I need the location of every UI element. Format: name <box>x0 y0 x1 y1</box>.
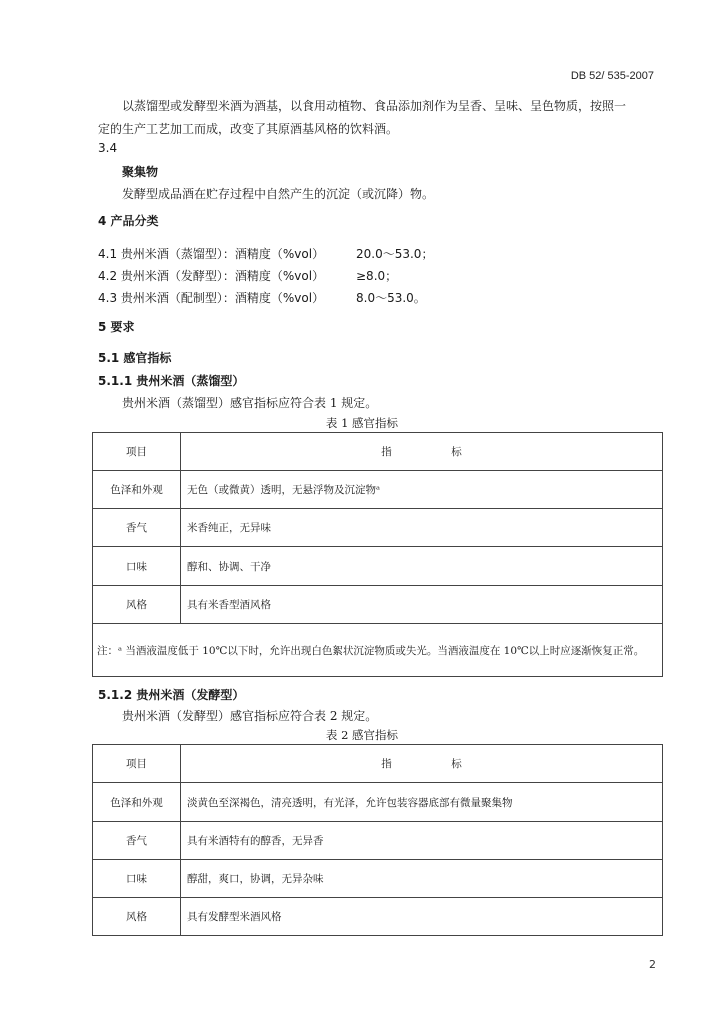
table-row <box>93 860 663 898</box>
table-1-header-row <box>93 433 663 471</box>
table-2 <box>92 744 663 936</box>
table-2-header-index-a: 指 <box>381 758 392 770</box>
table-2-row-1-item: 色泽和外观 <box>93 783 181 822</box>
table-1-row-1-item: 色泽和外观 <box>93 471 181 509</box>
table-1-header-index-b: 标 <box>451 446 462 458</box>
table-1-row-2-value: 米香纯正，无异味 <box>181 509 663 547</box>
table-1-row-2-item: 香气 <box>93 509 181 547</box>
intro-line-2: 定的生产工艺加工而成，改变了其原酒基风格的饮料酒。 <box>98 122 399 136</box>
table-1-row-4-value: 具有米香型酒风格 <box>181 586 663 624</box>
table-1-caption: 表 1 感官指标 <box>325 416 399 430</box>
classification-4-3-label: 4.3 贵州米酒（配制型）：酒精度（%vol） <box>98 291 325 305</box>
classification-4-1-label: 4.1 贵州米酒（蒸馏型）：酒精度（%vol） <box>98 247 325 261</box>
table-1-note-row <box>93 624 663 677</box>
table-1-row-4-item: 风格 <box>93 586 181 624</box>
clause-3-4-term: 聚集物 <box>122 165 159 179</box>
section-5-1-2-title: 5.1.2 贵州米酒（发酵型） <box>98 688 245 702</box>
table-1-row-3-value: 醇和、协调、干净 <box>181 547 663 586</box>
clause-3-4-definition: 发酵型成品酒在贮存过程中自然产生的沉淀（或沉降）物。 <box>122 187 435 201</box>
page-number: 2 <box>649 958 656 971</box>
intro-line-1: 以蒸馏型或发酵型米酒为酒基，以食用动植物、食品添加剂作为呈香、呈味、呈色物质，按照一 <box>122 99 627 113</box>
table-2-caption: 表 2 感官指标 <box>325 728 399 742</box>
table-1-row-1-value: 无色（或微黄）透明，无悬浮物及沉淀物ᵃ <box>181 471 663 509</box>
table-row <box>93 898 663 936</box>
table-2-row-4-value: 具有发酵型米酒风格 <box>181 898 663 936</box>
classification-4-2-value: ≥8.0； <box>356 269 398 283</box>
table-row <box>93 509 663 547</box>
table-1-row-3-item: 口味 <box>93 547 181 586</box>
section-5-1-1-text: 贵州米酒（蒸馏型）感官指标应符合表 1 规定。 <box>122 396 378 410</box>
table-1-header-index <box>181 433 663 471</box>
table-row <box>93 547 663 586</box>
standard-code: DB 52/ 535-2007 <box>570 70 654 82</box>
table-2-row-2-item: 香气 <box>93 822 181 860</box>
table-1-header-index-a: 指 <box>381 446 392 458</box>
table-2-row-2-value: 具有米酒特有的醇香，无异香 <box>181 822 663 860</box>
table-2-row-3-value: 醇甜，爽口，协调，无异杂味 <box>181 860 663 898</box>
clause-3-4-number: 3.4 <box>98 141 118 155</box>
table-row <box>93 586 663 624</box>
table-row <box>93 471 663 509</box>
classification-4-1-value: 20.0～53.0； <box>356 247 434 261</box>
section-5-title: 5 要求 <box>98 320 135 334</box>
table-2-header-row <box>93 745 663 783</box>
section-4-title: 4 产品分类 <box>98 214 159 228</box>
table-row <box>93 822 663 860</box>
table-2-header-index <box>181 745 663 783</box>
table-row <box>93 783 663 822</box>
table-1-header-item: 项目 <box>93 433 181 471</box>
table-2-row-1-value: 淡黄色至深褐色，清亮透明，有光泽，允许包装容器底部有微量聚集物 <box>181 783 663 822</box>
table-2-row-4-item: 风格 <box>93 898 181 936</box>
table-1-note: 注：ᵃ 当酒液温度低于 10℃以下时，允许出现白色絮状沉淀物质或失光。当酒液温度在 10℃以上时应逐渐恢复正常。 <box>93 624 663 677</box>
table-2-row-3-item: 口味 <box>93 860 181 898</box>
table-2-header-index-b: 标 <box>451 758 462 770</box>
section-5-1-title: 5.1 感官指标 <box>98 351 172 365</box>
table-2-header-item: 项目 <box>93 745 181 783</box>
section-5-1-2-text: 贵州米酒（发酵型）感官指标应符合表 2 规定。 <box>122 709 378 723</box>
classification-4-2-label: 4.2 贵州米酒（发酵型）：酒精度（%vol） <box>98 269 325 283</box>
table-1 <box>92 432 663 677</box>
classification-4-3-value: 8.0～53.0。 <box>356 291 426 305</box>
section-5-1-1-title: 5.1.1 贵州米酒（蒸馏型） <box>98 374 245 388</box>
